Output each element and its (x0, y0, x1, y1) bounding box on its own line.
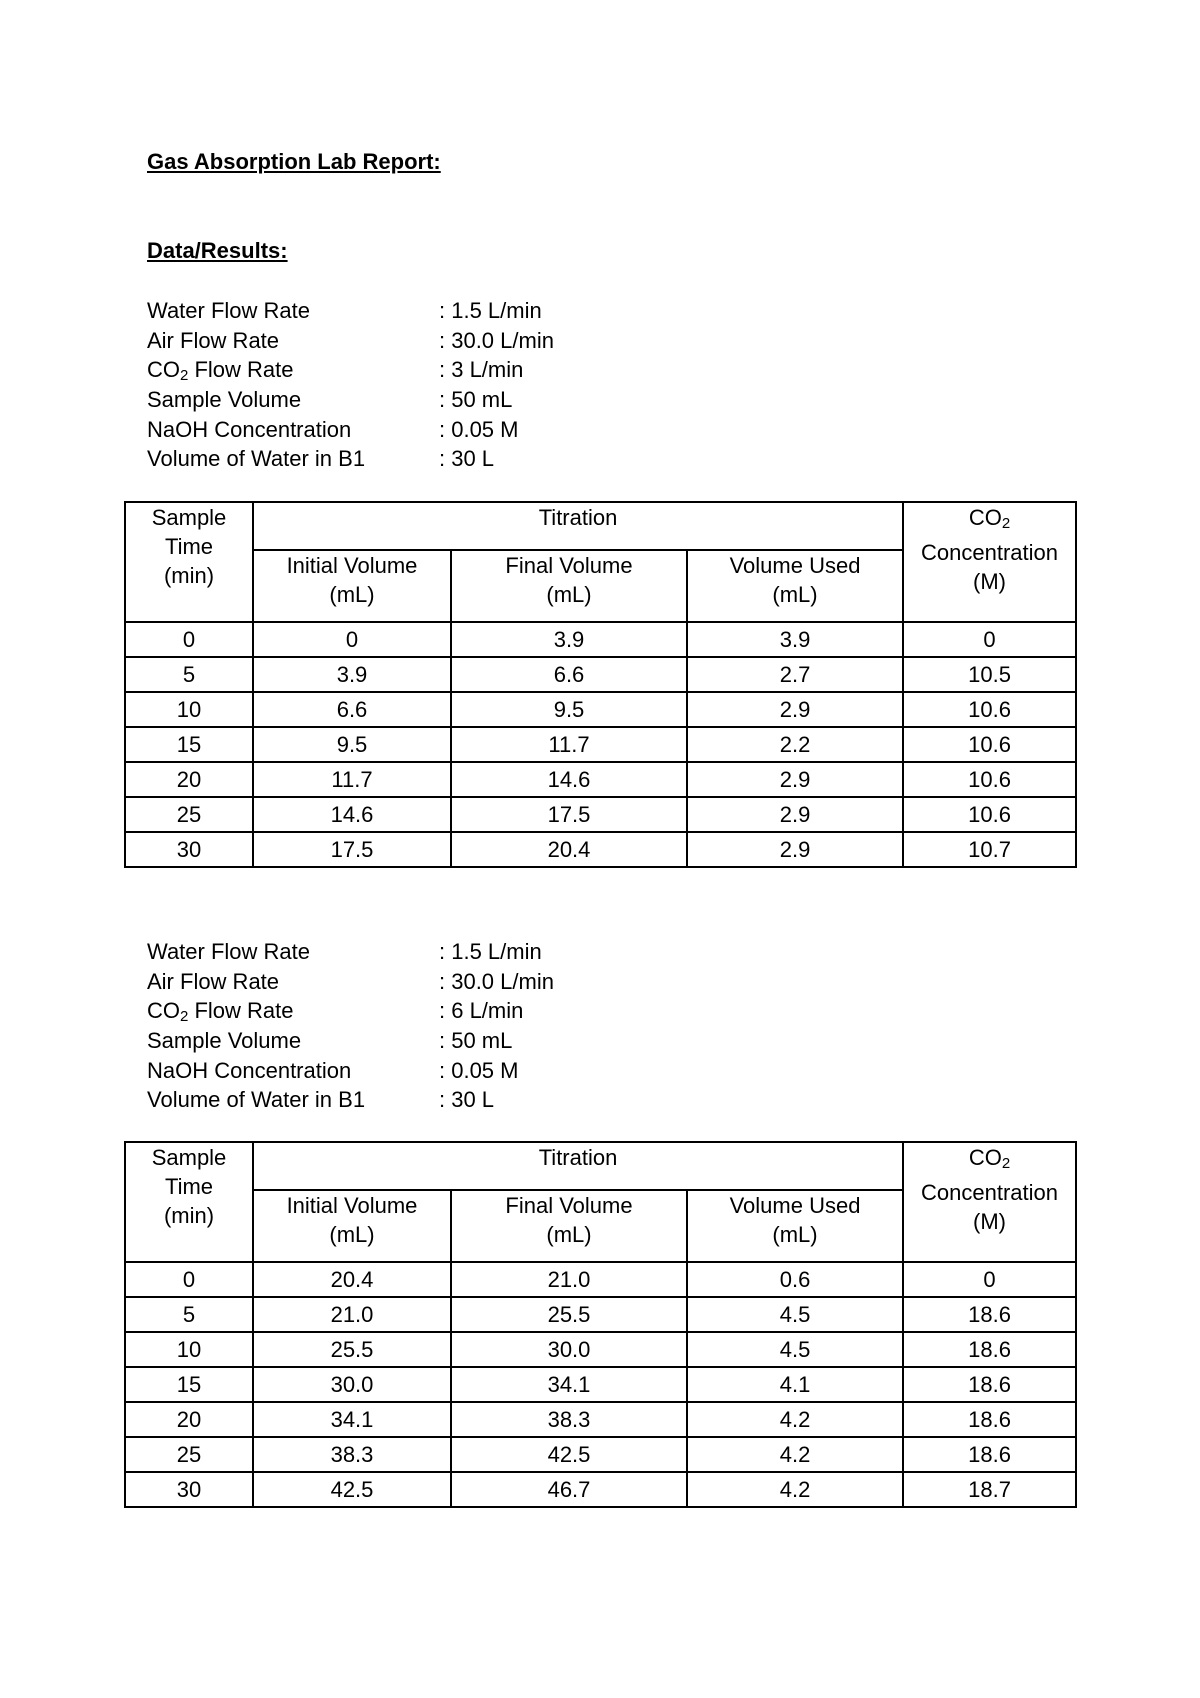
header-initial-volume: Initial Volume (mL) (253, 550, 451, 622)
header-titration: Titration (253, 1142, 903, 1190)
header-final-volume: Final Volume (mL) (451, 1190, 687, 1262)
table-row: 10 6.6 9.5 2.9 10.6 (125, 692, 1076, 727)
header-sample-time: Sample Time (min) (125, 502, 253, 622)
header-final-volume: Final Volume (mL) (451, 550, 687, 622)
header-initial-volume: Initial Volume (mL) (253, 1190, 451, 1262)
table-row: 20 34.1 38.3 4.2 18.6 (125, 1402, 1076, 1437)
param-row: Volume of Water in B1 : 30 L (147, 446, 495, 472)
param-row: $CO_2$ Flow Rate : 3 L/min (147, 357, 524, 385)
table-row: 20 11.7 14.6 2.9 10.6 (125, 762, 1076, 797)
param-row: Water Flow Rate : 1.5 L/min (147, 939, 542, 964)
run-1-parameters (147, 296, 554, 474)
param-row: NaOH Concentration : 0.05 M (147, 416, 519, 442)
header-titration: Titration (253, 502, 903, 550)
header-volume-used: Volume Used (mL) (687, 550, 903, 622)
section-heading: Data/Results: (147, 238, 288, 263)
table-row: 30 42.5 46.7 4.2 18.7 (125, 1472, 1076, 1507)
table-row: 15 9.5 11.7 2.2 10.6 (125, 727, 1076, 762)
header-volume-used: Volume Used (mL) (687, 1190, 903, 1262)
table-row: 10 25.5 30.0 4.5 18.6 (125, 1332, 1076, 1367)
table-row: 30 17.5 20.4 2.9 10.7 (125, 832, 1076, 867)
param-row: $CO_2$ Flow Rate : 6 L/min (147, 998, 524, 1026)
param-row: Sample Volume : 50 mL (147, 387, 513, 413)
table-row: 15 30.0 34.1 4.1 18.6 (125, 1367, 1076, 1402)
run-2-parameters (147, 937, 554, 1115)
table-row: 0 0 3.9 3.9 0 (125, 622, 1076, 657)
table-row: 25 38.3 42.5 4.2 18.6 (125, 1437, 1076, 1472)
run-2-table (124, 1141, 1077, 1508)
header-co2-concentration: $CO_2$ Concentration (M) (903, 1142, 1076, 1262)
param-row: NaOH Concentration : 0.05 M (147, 1057, 519, 1083)
param-row: Sample Volume : 50 mL (147, 1028, 513, 1054)
table-row: 25 14.6 17.5 2.9 10.6 (125, 797, 1076, 832)
table-row: 0 20.4 21.0 0.6 0 (125, 1262, 1076, 1297)
report-title: Gas Absorption Lab Report: (147, 149, 441, 174)
header-sample-time: Sample Time (min) (125, 1142, 253, 1262)
run-1-table (124, 501, 1077, 868)
param-row: Volume of Water in B1 : 30 L (147, 1087, 495, 1113)
table-row: 5 3.9 6.6 2.7 10.5 (125, 657, 1076, 692)
header-co2-concentration: $CO_2$ Concentration (M) (903, 502, 1076, 622)
param-row: Air Flow Rate : 30.0 L/min (147, 968, 554, 994)
table-row: 5 21.0 25.5 4.5 18.6 (125, 1297, 1076, 1332)
param-row: Water Flow Rate : 1.5 L/min (147, 298, 542, 323)
param-row: Air Flow Rate : 30.0 L/min (147, 327, 554, 353)
